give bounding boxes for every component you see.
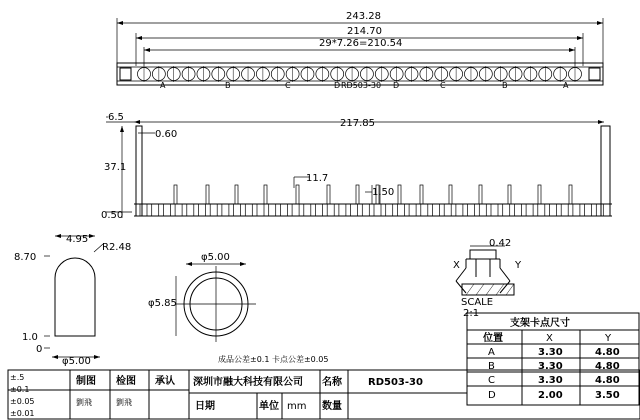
- frame-tooth: [280, 204, 287, 216]
- company-name: 深圳市融大科技有限公司: [193, 377, 303, 388]
- row-b-position: B: [488, 361, 495, 372]
- frame-tooth: [327, 204, 334, 216]
- frame-tooth: [596, 204, 603, 216]
- left-slot: [120, 68, 131, 80]
- frame-tooth: [187, 204, 194, 216]
- point-marker-c-left: C: [285, 81, 291, 90]
- point-marker-b-right: B: [502, 81, 508, 90]
- support-table-title: 支架卡点尺寸: [510, 318, 570, 329]
- led-pin: [296, 185, 299, 204]
- plate-dim: 0.60: [155, 129, 178, 140]
- tolerance-value-1: ±.5: [10, 373, 25, 382]
- frame-tooth: [210, 204, 217, 216]
- row-c-x: 3.30: [538, 375, 563, 386]
- row-b-y: 4.80: [595, 361, 620, 372]
- bulb-side-view: [14, 234, 131, 367]
- pin-height-dim: 11.7: [306, 173, 329, 184]
- frame-tooth: [374, 204, 381, 216]
- outer-diameter-dim: φ5.00: [201, 252, 230, 263]
- frame-tooth: [222, 204, 229, 216]
- left-post: [136, 126, 142, 216]
- scale-value: 2:1: [463, 308, 480, 319]
- frame-tooth: [140, 204, 147, 216]
- row-d-x: 2.00: [538, 390, 563, 401]
- frame-tooth: [386, 204, 393, 216]
- bulb-base-zero: 0: [36, 344, 43, 355]
- point-marker-b-left: B: [225, 81, 231, 90]
- frame-tooth: [421, 204, 428, 216]
- frame-tooth: [514, 204, 521, 216]
- right-post: [601, 126, 610, 216]
- quantity-label: 数量: [322, 401, 342, 412]
- bulb-body: [55, 258, 95, 336]
- name-label: 名称: [322, 377, 342, 388]
- frame-tooth: [339, 204, 346, 216]
- inner-diameter-dim: φ5.85: [148, 298, 177, 309]
- header-position: 位置: [483, 333, 503, 344]
- frame-tooth: [538, 204, 545, 216]
- overall-front-dim: 217.85: [340, 118, 375, 129]
- frame-tooth: [585, 204, 592, 216]
- led-pin: [235, 185, 238, 204]
- row-a-x: 3.30: [538, 347, 563, 358]
- led-pin: [206, 185, 209, 204]
- row-d-position: D: [488, 390, 496, 401]
- frame-tooth: [479, 204, 486, 216]
- tolerance-note: 成品公差±0.1 卡点公差±0.05: [218, 355, 329, 364]
- frame-tooth: [292, 204, 299, 216]
- point-marker-d-left: D: [334, 81, 341, 90]
- top-view: [117, 11, 603, 90]
- frame-tooth: [550, 204, 557, 216]
- point-marker-a-left: A: [160, 81, 166, 90]
- led-pin: [569, 185, 572, 204]
- checker-name: 劉飛: [116, 398, 132, 407]
- tolerance-value-4: ±0.01: [10, 409, 35, 418]
- led-pin: [538, 185, 541, 204]
- tolerance-value-3: ±0.05: [10, 397, 35, 406]
- clip-detail: [453, 238, 522, 319]
- pin-span-dim: 214.70: [347, 26, 382, 37]
- bulb-width-dim: 4.95: [66, 234, 89, 245]
- frame-tooth: [269, 204, 276, 216]
- drawer-name: 劉飛: [76, 398, 92, 407]
- row-a-y: 4.80: [595, 347, 620, 358]
- frame-tooth: [163, 204, 170, 216]
- led-pin: [174, 185, 177, 204]
- frame-tooth: [409, 204, 416, 216]
- unit-value: mm: [287, 401, 307, 412]
- bulb-top-view: [148, 252, 256, 342]
- frame-tooth: [561, 204, 568, 216]
- led-positions: [138, 66, 582, 82]
- frame-tooth: [152, 204, 159, 216]
- led-pin: [356, 185, 359, 204]
- bulb-diameter-dim: φ5.00: [62, 356, 91, 367]
- approve-label: 承认: [155, 376, 175, 387]
- frame-tooth: [573, 204, 580, 216]
- front-view: [101, 112, 612, 221]
- frame-teeth: [140, 204, 603, 216]
- tolerance-value-2: ±0.1: [10, 385, 30, 394]
- bulb-leg-dim: 1.0: [22, 332, 38, 343]
- part-number: RD503-30: [368, 377, 423, 388]
- frame-tooth: [199, 204, 206, 216]
- led-pin: [420, 185, 423, 204]
- pitch-span-dim: 29*7.26=210.54: [319, 38, 403, 49]
- frame-tooth: [316, 204, 323, 216]
- header-y: Y: [605, 333, 612, 344]
- frame-tooth: [433, 204, 440, 216]
- bulb-height-dim: 8.70: [14, 252, 37, 263]
- unit-label: 单位: [259, 401, 279, 412]
- row-c-position: C: [488, 375, 495, 386]
- led-pin: [398, 185, 401, 204]
- frame-tooth: [444, 204, 451, 216]
- frame-tooth: [257, 204, 264, 216]
- scale-label: SCALE: [461, 297, 494, 308]
- point-marker-c-right: C: [440, 81, 446, 90]
- detail-x-label: X: [453, 260, 460, 271]
- frame-tooth: [245, 204, 252, 216]
- frame-tooth: [491, 204, 498, 216]
- row-b-x: 3.30: [538, 361, 563, 372]
- part-label: RD503-30: [341, 81, 382, 90]
- frame-tooth: [456, 204, 463, 216]
- led-pin: [327, 185, 330, 204]
- bulb-radius-dim: R2.48: [102, 242, 132, 253]
- frame-tooth: [351, 204, 358, 216]
- date-label: 日期: [195, 401, 215, 412]
- right-slot: [589, 68, 600, 80]
- frame-tooth: [397, 204, 404, 216]
- check-label: 检图: [116, 376, 136, 387]
- overall-length-dim: 243.28: [346, 11, 381, 22]
- detail-width-dim: 0.42: [489, 238, 512, 249]
- row-d-y: 3.50: [595, 390, 620, 401]
- led-pin: [479, 185, 482, 204]
- frame-tooth: [362, 204, 369, 216]
- led-pin: [508, 185, 511, 204]
- pin-width-dim: 1.50: [372, 187, 395, 198]
- frame-tooth: [503, 204, 510, 216]
- frame-tooth: [468, 204, 475, 216]
- frame-tooth: [234, 204, 241, 216]
- base-dim: 0.50: [101, 210, 124, 221]
- frame-tooth: [175, 204, 182, 216]
- led-pin: [264, 185, 267, 204]
- row-c-y: 4.80: [595, 375, 620, 386]
- row-a-position: A: [488, 347, 495, 358]
- height-dim: 37.1: [104, 162, 127, 173]
- top-offset-dim: 6.5: [108, 112, 124, 123]
- header-x: X: [546, 333, 553, 344]
- support-point-table: [467, 313, 639, 405]
- point-marker-d-right: D: [393, 81, 400, 90]
- detail-y-label: Y: [515, 260, 522, 271]
- frame-tooth: [304, 204, 311, 216]
- draw-label: 制图: [76, 376, 96, 387]
- led-pin: [449, 185, 452, 204]
- frame-tooth: [526, 204, 533, 216]
- point-marker-a-right: A: [563, 81, 569, 90]
